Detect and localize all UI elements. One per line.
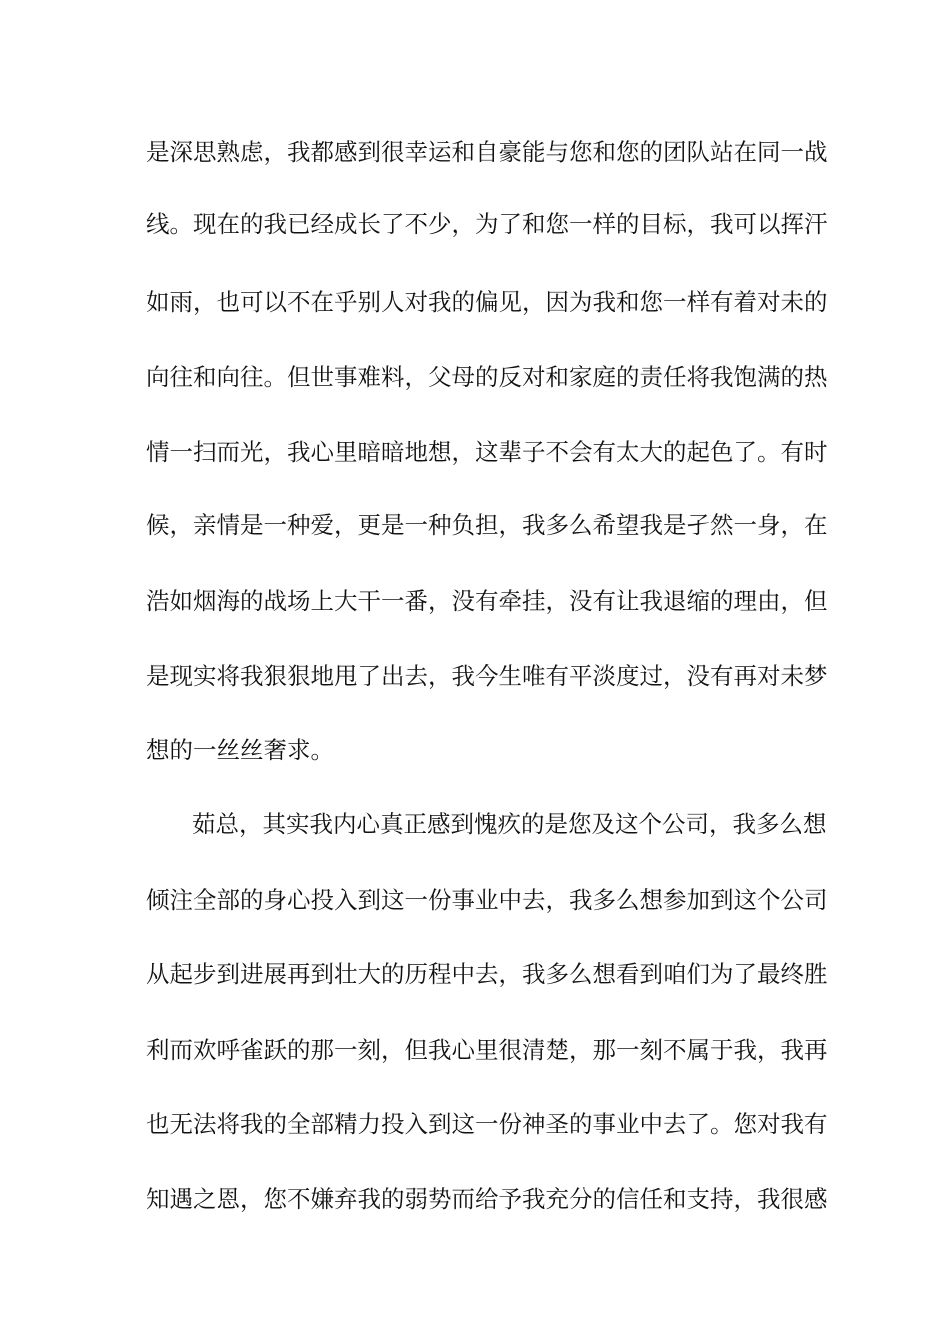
- text-line: 是深思熟虑，我都感到很幸运和自豪能与您和您的团队站在同一战: [146, 138, 828, 166]
- text-line: 利而欢呼雀跃的那一刻，但我心里很清楚，那一刻不属于我，我再: [146, 1036, 828, 1064]
- text-line: 想的一丝丝奢求。: [146, 736, 334, 764]
- text-line: 知遇之恩，您不嫌弃我的弱势而给予我充分的信任和支持，我很感: [146, 1185, 828, 1213]
- text-line: 情一扫而光，我心里暗暗地想，这辈子不会有太大的起色了。有时: [146, 438, 828, 466]
- text-line: 向往和向往。但世事难料，父母的反对和家庭的责任将我饱满的热: [146, 363, 828, 391]
- text-line: 线。现在的我已经成长了不少，为了和您一样的目标，我可以挥汗: [146, 210, 828, 238]
- text-line: 浩如烟海的战场上大干一番，没有牵挂，没有让我退缩的理由，但: [146, 587, 828, 615]
- text-line: 候，亲情是一种爱，更是一种负担，我多么希望我是孑然一身，在: [146, 511, 828, 539]
- text-line: 也无法将我的全部精力投入到这一份神圣的事业中去了。您对我有: [146, 1110, 828, 1138]
- text-line: 倾注全部的身心投入到这一份事业中去，我多么想参加到这个公司: [146, 886, 828, 914]
- text-line: 从起步到进展再到壮大的历程中去，我多么想看到咱们为了最终胜: [146, 960, 828, 988]
- text-line: 如雨，也可以不在乎别人对我的偏见，因为我和您一样有着对未的: [146, 288, 828, 316]
- text-line: 是现实将我狠狠地甩了出去，我今生唯有平淡度过，没有再对未梦: [146, 662, 828, 690]
- text-line: 茹总，其实我内心真正感到愧疚的是您及这个公司，我多么想: [192, 810, 827, 838]
